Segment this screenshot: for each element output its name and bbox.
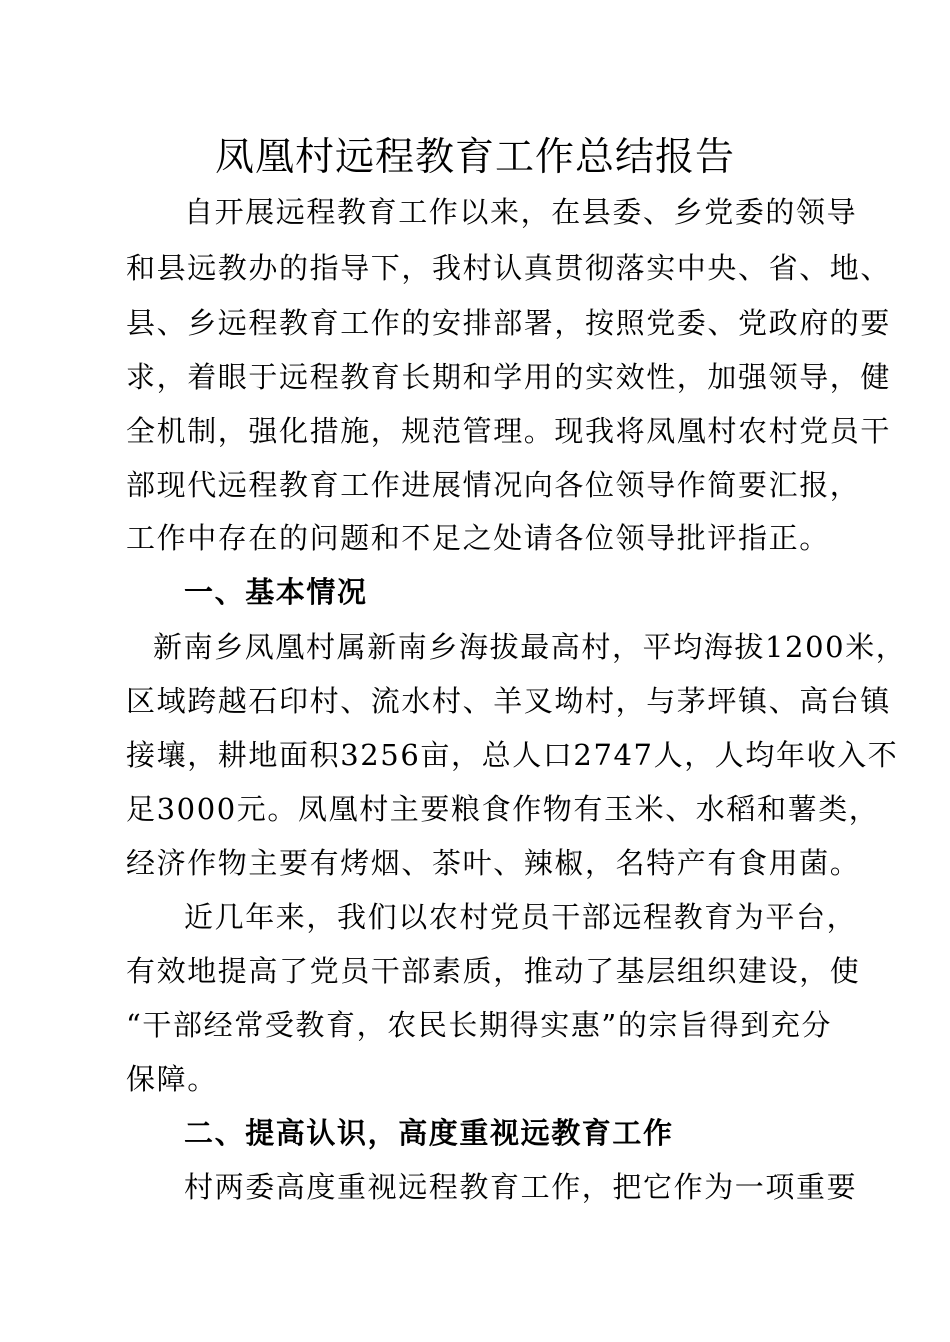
- section1-heading: 一、基本情况: [184, 575, 368, 609]
- intro-line-2: 和县远教办的指导下，我村认真贯彻落实中央、省、地、: [126, 251, 892, 285]
- intro-line-5: 全机制，强化措施，规范管理。现我将凤凰村农村党员干: [126, 414, 892, 448]
- section1-para1-line-1: 新南乡凤凰村属新南乡海拔最高村，平均海拔1200米，: [153, 630, 907, 664]
- section1-para2-line-4: 保障。: [126, 1062, 218, 1096]
- section1-para1-line-4: 足3000元。凤凰村主要粮食作物有玉米、水稻和薯类，: [126, 792, 880, 826]
- section1-para2-line-2: 有效地提高了党员干部素质，推动了基层组织建设，使: [126, 954, 861, 988]
- intro-line-6: 部现代远程教育工作进展情况向各位领导作简要汇报，: [126, 468, 861, 502]
- document-title: 凤凰村远程教育工作总结报告: [214, 135, 735, 180]
- section1-para1-line-5: 经济作物主要有烤烟、茶叶、辣椒，名特产有食用菌。: [126, 846, 861, 880]
- section1-para1-line-2: 区域跨越石印村、流水村、羊叉坳村，与茅坪镇、高台镇: [126, 684, 892, 718]
- intro-line-4: 求，着眼于远程教育长期和学用的实效性，加强领导，健: [126, 360, 892, 394]
- section2-para1-line-1: 村两委高度重视远程教育工作，把它作为一项重要: [184, 1170, 858, 1204]
- intro-line-1: 自开展远程教育工作以来，在县委、乡党委的领导: [184, 195, 858, 229]
- section1-para1-line-3: 接壤，耕地面积3256亩，总人口2747人，人均年收入不: [126, 738, 899, 772]
- intro-line-7: 工作中存在的问题和不足之处请各位领导批评指正。: [126, 521, 830, 555]
- section2-heading: 二、提高认识，高度重视远教育工作: [184, 1116, 674, 1150]
- section1-para2-line-1: 近几年来，我们以农村党员干部远程教育为平台，: [184, 900, 858, 934]
- section1-para2-line-3: “干部经常受教育，农民长期得实惠”的宗旨得到充分: [126, 1008, 833, 1042]
- intro-line-3: 县、乡远程教育工作的安排部署，按照党委、党政府的要: [126, 306, 892, 340]
